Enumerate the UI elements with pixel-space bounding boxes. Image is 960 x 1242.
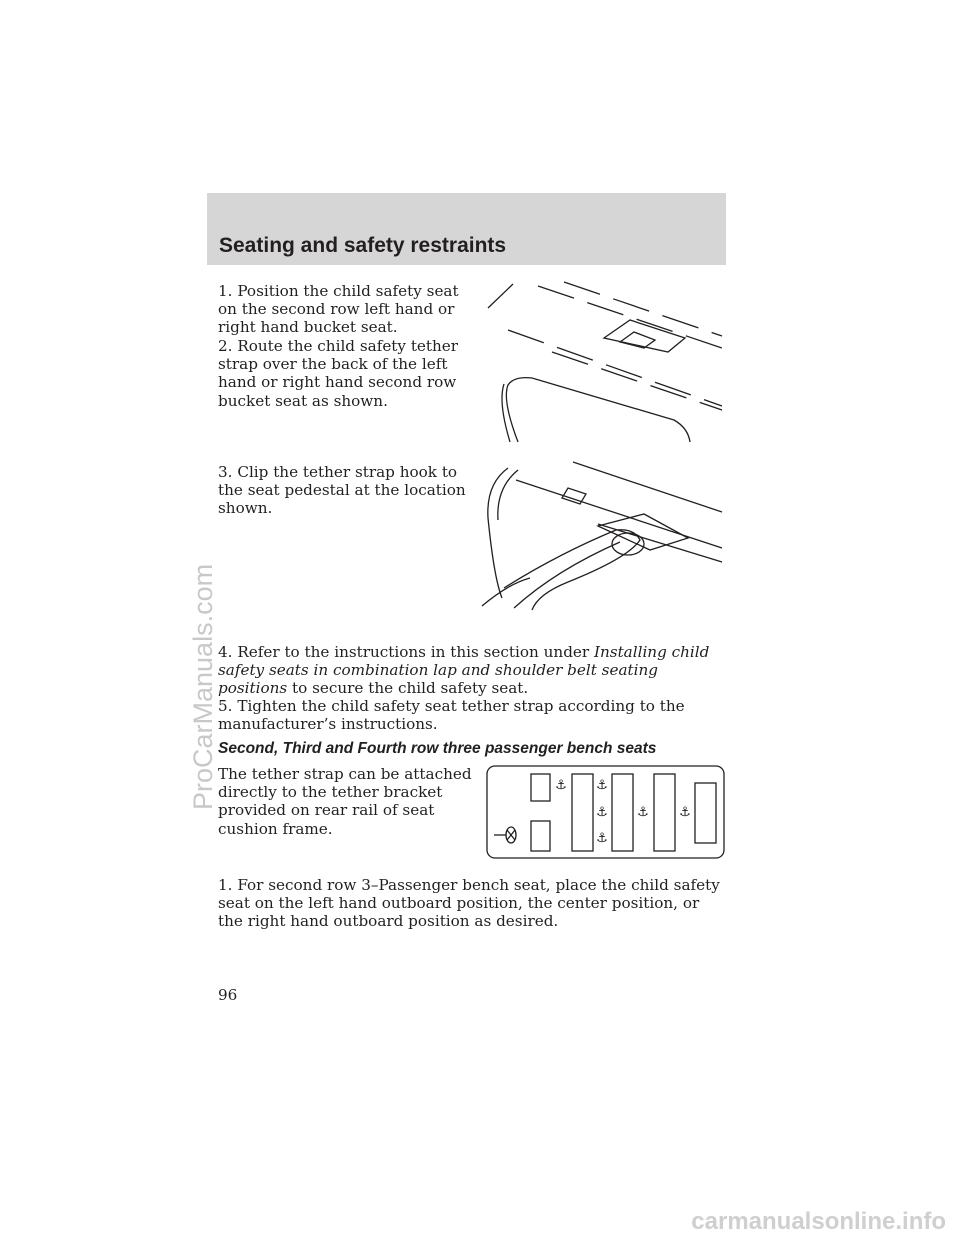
step-4-text (218, 643, 728, 698)
step-4-italic-reference: Installing child safety seats in combination lap and shoulder belt seating positions (218, 643, 710, 698)
steering-wheel-icon (506, 827, 516, 843)
section-title: Seating and safety restraints (219, 234, 507, 257)
step-1-text: 1. Position the child safety seat on the second row left hand or right hand bucket seat. (218, 282, 459, 337)
watermark-bottom: carmanualsonline.info (691, 1208, 946, 1235)
third-row-bench (612, 774, 633, 851)
tether-hook-pedestal-illustration (478, 458, 728, 618)
anchor-icon: ⚓ (555, 778, 567, 793)
seating-anchor-diagram (486, 765, 726, 860)
second-row-bench (572, 774, 593, 851)
anchor-icon: ⚓ (637, 805, 649, 820)
tether-over-seat-illustration (480, 280, 730, 450)
step-4-lead: 4. Refer to the instructions in this section under (218, 643, 594, 661)
step-2-text: 2. Route the child safety tether strap over the back of the left hand or right hand second row bucket seat as shown. (218, 337, 459, 410)
section-header (207, 193, 726, 265)
page-number: 96 (218, 986, 238, 1004)
front-seat-driver (531, 821, 550, 851)
front-seat-passenger (531, 774, 550, 801)
bench-intro-text: The tether strap can be attached directly to the tether bracket provided on rear rail of seat cushion frame. (218, 765, 472, 838)
anchor-icon: ⚓ (596, 805, 608, 820)
step-3-text: 3. Clip the tether strap hook to the seat pedestal at the location shown. (218, 463, 466, 518)
anchor-icon: ⚓ (679, 805, 691, 820)
anchor-icon: ⚓ (596, 778, 608, 793)
watermark-left: ProCarManuals.com (188, 563, 218, 810)
bench-step-1-text: 1. For second row 3–Passenger bench seat, place the child safety seat on the left hand outboard position, the center position, or the right hand outboard position as desired. (218, 876, 720, 931)
step-4-tail: to secure the child safety seat. (287, 679, 529, 698)
fourth-row-bench (654, 774, 675, 851)
bench-seats-subheading: Second, Third and Fourth row three passenger bench seats (218, 740, 657, 757)
rear-cargo-area (695, 783, 716, 843)
step-5-text: 5. Tighten the child safety seat tether strap according to the manufacturer’s instructions. (218, 697, 685, 734)
anchor-icon: ⚓ (596, 831, 608, 846)
